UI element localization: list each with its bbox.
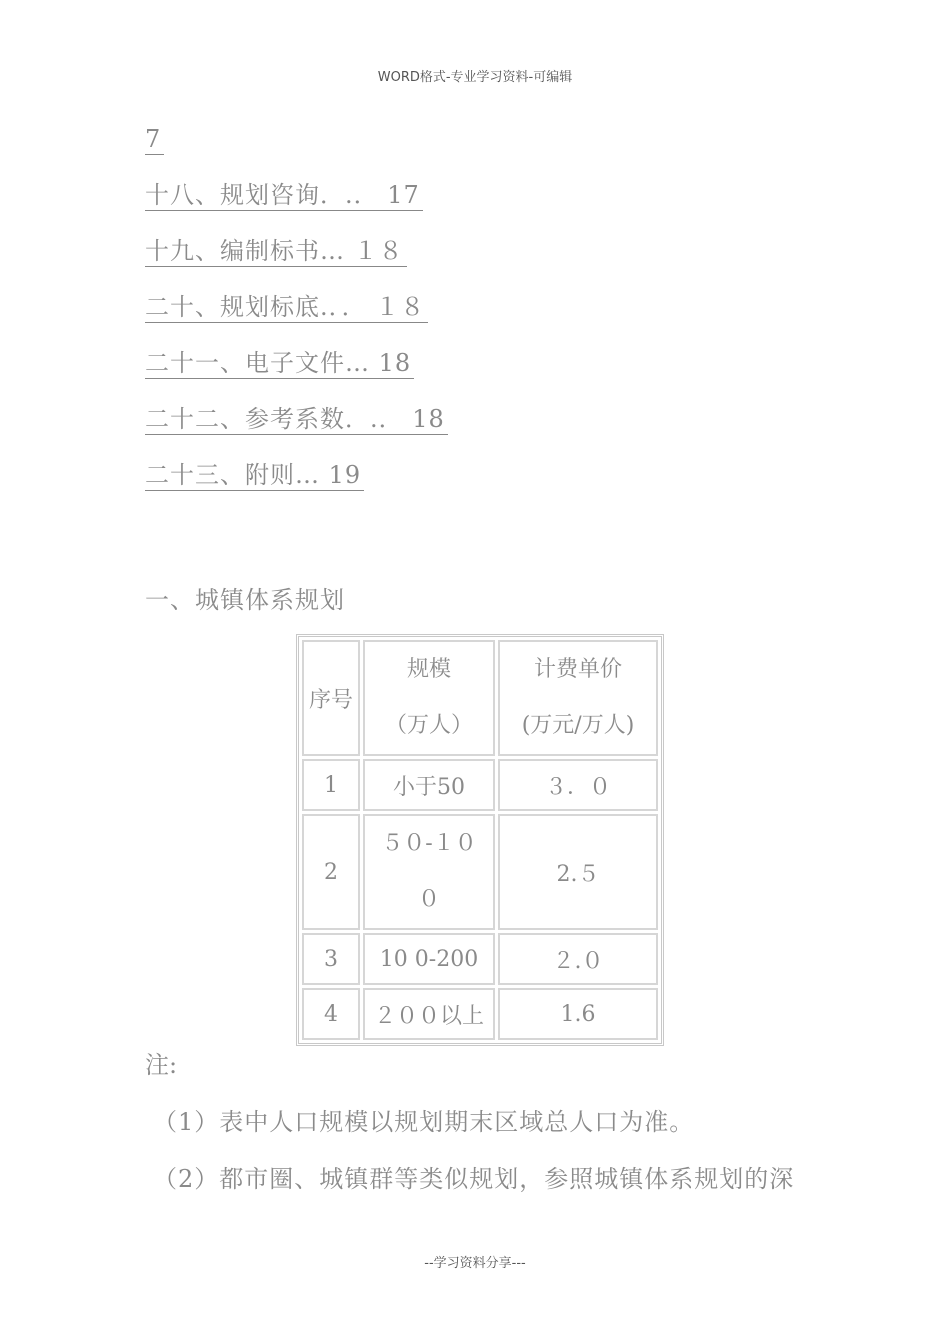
page-header: WORD格式-专业学习资料-可编辑 [377, 70, 573, 85]
table-row [302, 759, 658, 811]
row-index: 4 [302, 988, 360, 1040]
table-of-contents [145, 124, 448, 516]
row-price: ２.０ [498, 933, 658, 985]
row-scale-line1: ５０-１０ [381, 831, 477, 856]
toc-item[interactable] [145, 236, 448, 266]
row-scale: ２００以上 [363, 988, 495, 1040]
toc-item[interactable] [145, 348, 448, 378]
toc-link[interactable]: 十九、编制标书… １８ [145, 236, 407, 267]
row-index: 1 [302, 759, 360, 811]
table-row [302, 814, 658, 930]
header-index: 序号 [302, 640, 360, 756]
note-item: （1）表中人口规模以规划期末区域总人口为准。 [153, 1108, 695, 1136]
header-scale [363, 640, 495, 756]
toc-link[interactable]: 二十三、附则… 19 [145, 460, 364, 491]
notes-block [145, 1045, 794, 1216]
table-header-row [302, 640, 658, 756]
row-price: 2.５ [498, 814, 658, 930]
toc-link[interactable]: 十八、规划咨询．.． 17 [145, 180, 423, 211]
toc-link[interactable]: 二十、规划标底.．． １８ [145, 292, 428, 323]
page-footer: --学习资料分享--- [424, 1256, 526, 1271]
toc-item[interactable] [145, 292, 448, 322]
toc-link[interactable]: 二十二、参考系数．.． 18 [145, 404, 448, 435]
row-scale: 小于50 [363, 759, 495, 811]
row-scale: 10 0-200 [363, 933, 495, 985]
toc-link[interactable]: 二十一、电子文件… 18 [145, 348, 414, 379]
note-item: （2）都市圈、城镇群等类似规划，参照城镇体系规划的深 [153, 1165, 795, 1193]
toc-item[interactable] [145, 404, 448, 434]
row-scale-line2: ０ [417, 887, 440, 912]
header-price-line2: (万元/万人) [521, 713, 635, 738]
notes-label: 注: [145, 1051, 178, 1079]
toc-item[interactable] [145, 124, 448, 154]
header-scale-line2: （万人） [384, 713, 473, 738]
toc-item[interactable] [145, 460, 448, 490]
row-index: 3 [302, 933, 360, 985]
row-index: 2 [302, 814, 360, 930]
row-price: 1.6 [498, 988, 658, 1040]
fee-table [296, 634, 664, 1046]
header-scale-line1: 规模 [406, 657, 451, 682]
row-scale [363, 814, 495, 930]
header-price-line1: 计费单价 [533, 657, 622, 682]
row-price: ３．０ [498, 759, 658, 811]
table-row [302, 988, 658, 1040]
toc-item[interactable] [145, 180, 448, 210]
section-heading: 一、城镇体系规划 [145, 586, 345, 614]
table-row [302, 933, 658, 985]
toc-link[interactable]: 7 [145, 124, 164, 155]
header-price [498, 640, 658, 756]
